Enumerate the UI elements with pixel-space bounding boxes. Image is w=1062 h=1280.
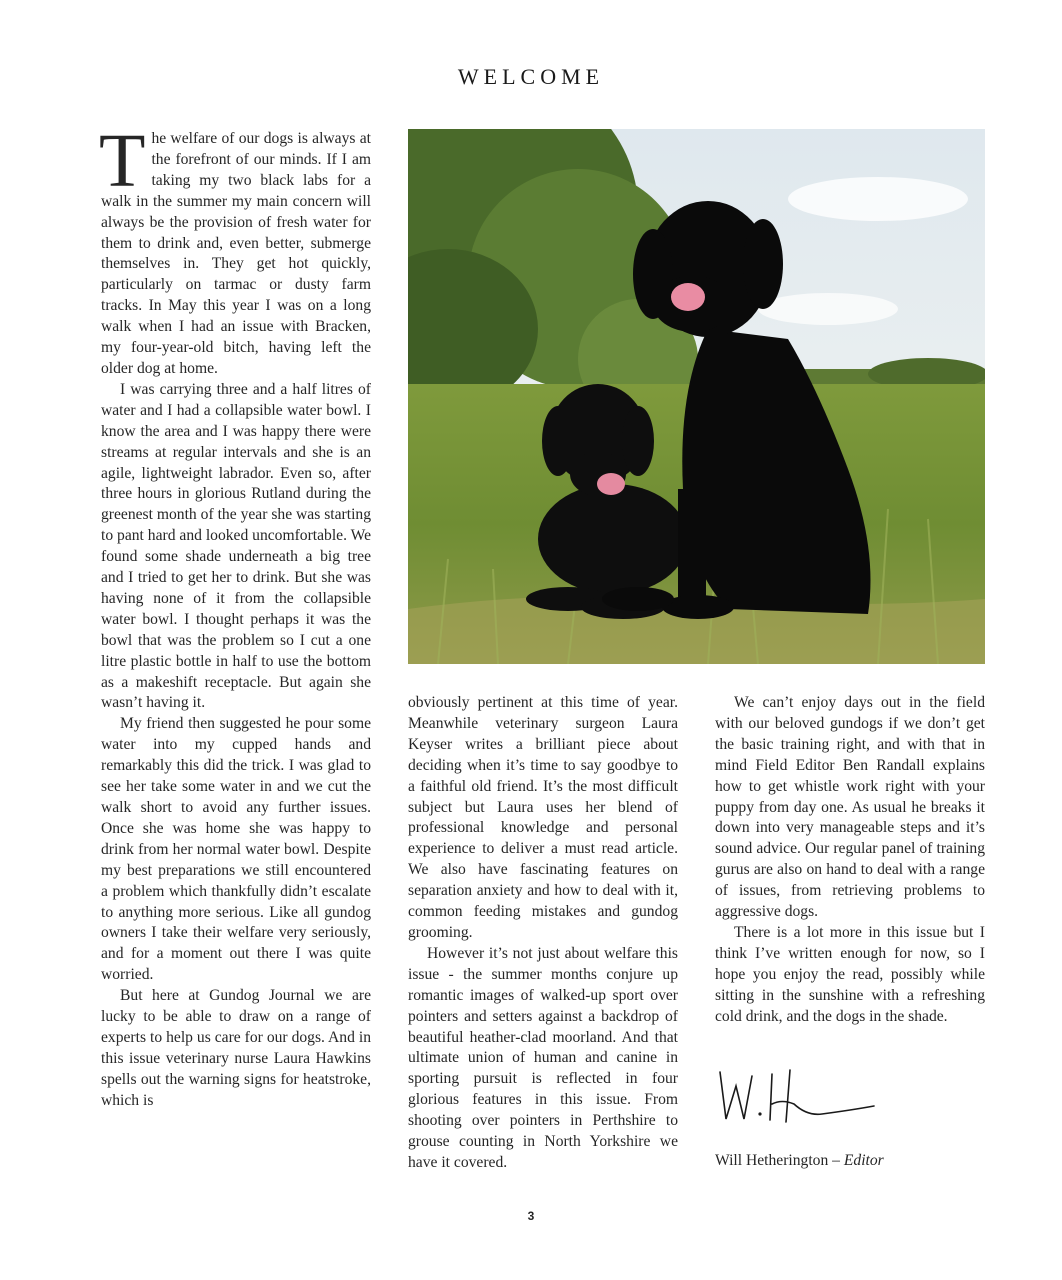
editor-name: Will Hetherington bbox=[715, 1152, 829, 1169]
article-column-3 bbox=[715, 693, 985, 1028]
article-column-1 bbox=[99, 119, 371, 1112]
editor-credit bbox=[715, 1152, 884, 1170]
page-number: 3 bbox=[527, 1209, 535, 1223]
editor-signature bbox=[712, 1064, 892, 1134]
page-title: WELCOME bbox=[457, 64, 605, 89]
article-paragraph-2: I was carrying three and a half litres of water and I had a collapsible water bowl. I know the area and I was happy there were streams at regular intervals and she is an agile, lightweight labrador. Even so, after three hours in glorious Rutland during the greenest month of the year she was starting to pant hard and looked uncomfortable. We found some shade underneath a big tree and I tried to get her to drink. But she was having none of it from the collapsible water bowl. I thought perhaps it was the bowl that was the problem so I cut a one litre plastic bottle in half to use the bottom as a makeshift receptacle. But again she wasn’t having it. bbox=[101, 380, 371, 712]
article-paragraph-7: We can’t enjoy days out in the field with our beloved gundogs if we don’t get the basic training right, and with that in mind Field Editor Ben Randall explains how to get whistle work right with your puppy from day one. As usual he breaks it down into very manageable steps and it’s sound advice. Our regular panel of training gurus are also on hand to deal with a range of issues, from retrieving problems to aggressive dogs. bbox=[715, 694, 985, 921]
editor-role: Editor bbox=[843, 1152, 884, 1169]
article-column-2 bbox=[408, 693, 678, 1174]
two-black-labradors-photo bbox=[408, 129, 985, 664]
article-paragraph-6: However it’s not just about welfare this issue - the summer months conjure up romantic images of walked-up sport over pointers and setters against a backdrop of beautiful heather-clad moorland. And that ultimate union of human and canine in sporting pursuit is reflected in four glorious features in this issue. From shooting over pointers in Perthshire to grouse counting in North Yorkshire we have it covered. bbox=[408, 944, 678, 1171]
article-paragraph-1: The welfare of our dogs is always at the forefront of our minds. If I am taking my two black labs for a walk in the summer my main concern will always be the provision of fresh water for them to drink and, even better, submerge themselves in. They get hot quickly, particularly on tarmac or dusty farm tracks. In May this year I was on a long walk when I had an issue with Bracken, my four-year-old bitch, having left the older dog at home. bbox=[99, 119, 371, 377]
editor-separator: – bbox=[828, 1152, 844, 1169]
article-paragraph-5: obviously pertinent at this time of year. Meanwhile veterinary surgeon Laura Keyser writes a brilliant piece about deciding when it’s time to say goodbye to a faithful old friend. It’s the most difficult subject but Laura uses her blend of professional knowledge and personal experience to deliver a must read article. We also have fascinating features on separation anxiety and how to deal with it, common feeding mistakes and gundog grooming. bbox=[408, 694, 678, 941]
article-paragraph-8: There is a lot more in this issue but I think I’ve written enough for now, so I hope you enjoy the read, possibly while sitting in the sunshine with a refreshing cold drink, and the dogs in the shade. bbox=[715, 923, 985, 1025]
article-paragraph-3: My friend then suggested he pour some water into my cupped hands and remarkably this did the trick. I was glad to see her take some water in and we cut the walk short to avoid any further issues. Once she was home she was happy to drink from her normal water bowl. Despite my best preparations we still encountered a problem which thankfully didn’t escalate to anything more serious. Like all gundog owners I take their welfare very seriously, and for a moment out there I was quite worried. bbox=[101, 715, 371, 984]
article-paragraph-4: But here at Gundog Journal we are lucky to be able to draw on a range of experts to help us care for our dogs. And in this issue veterinary nurse Laura Hawkins spells out the warning signs for heatstroke, which is bbox=[101, 987, 371, 1109]
drop-cap: T bbox=[99, 119, 146, 203]
